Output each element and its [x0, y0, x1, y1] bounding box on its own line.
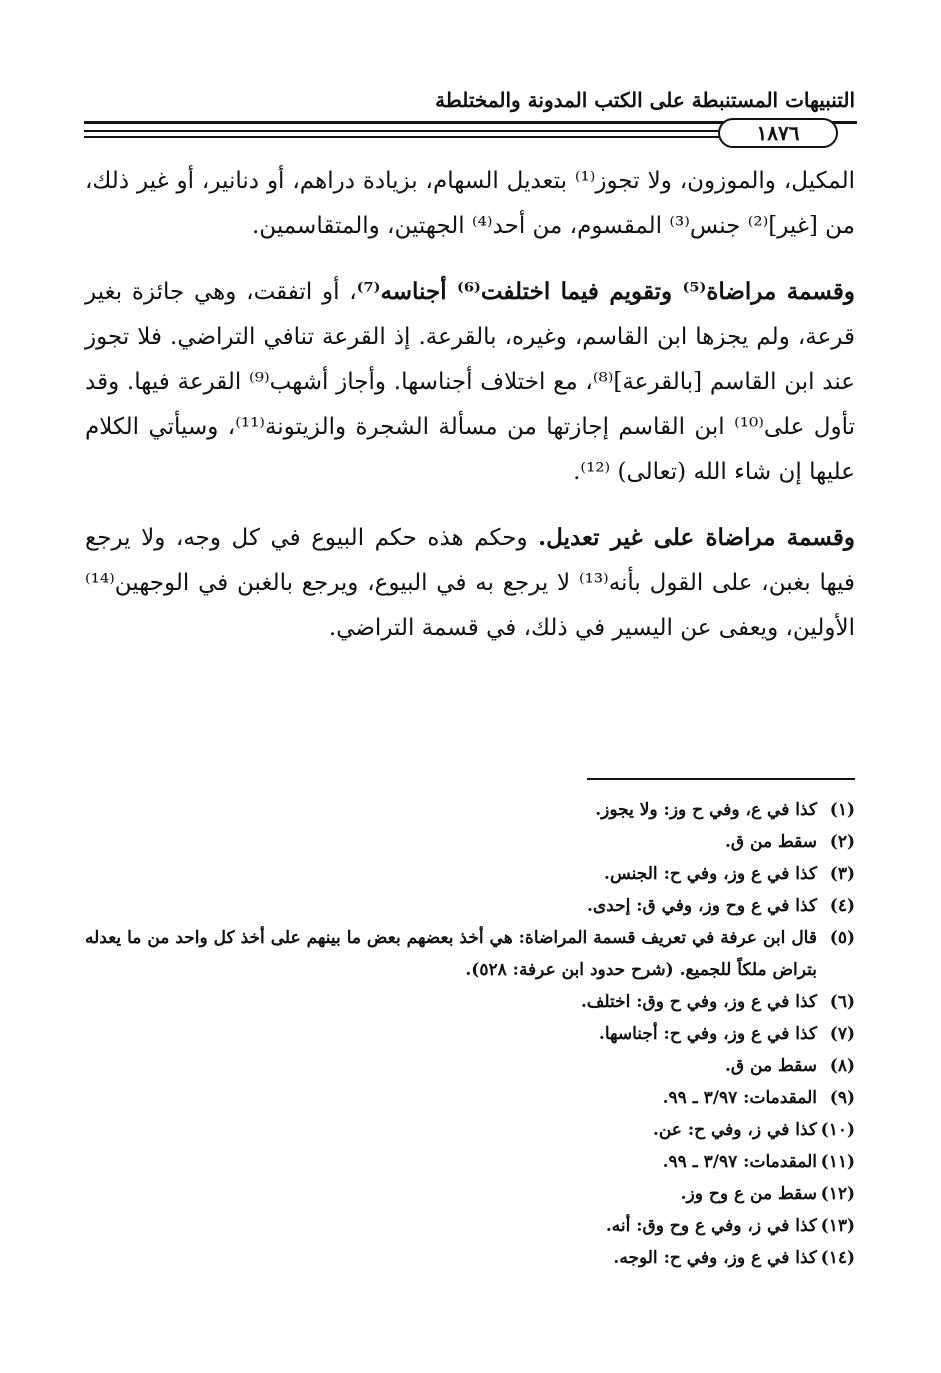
- paragraph-2-lead: وقسمة مراضاة⁽⁵⁾ وتقويم فيما اختلفت⁽⁶⁾ أجناسه⁽⁷⁾: [356, 278, 856, 305]
- paragraph-3-text: وحكم هذه حكم البيوع في كل وجه، ولا يرجع فيها بغبن، على القول بأنه⁽¹³⁾ لا يرجع به في البيوع، ويرجع بالغبن في الوجهين⁽¹⁴⁾ الأولين، ويعفى عن اليسير في ذلك، في قسمة التراضي.: [85, 525, 855, 641]
- footnote-mark: (٣): [829, 864, 855, 884]
- footnote-6: [85, 986, 855, 1018]
- footnote-text: كذا في ع وز، وفي ح وق: اختلف.: [580, 992, 817, 1012]
- footnote-11: [85, 1146, 855, 1178]
- footnote-text: سقط من ق.: [725, 1056, 817, 1076]
- footnote-mark: (١١): [820, 1152, 855, 1172]
- footnote-mark: (٢): [829, 832, 855, 852]
- footnote-7: [85, 1018, 855, 1050]
- footnote-3: [85, 858, 855, 890]
- footnote-8: [85, 1050, 855, 1082]
- footnote-2: [85, 826, 855, 858]
- header-rule-double: [84, 130, 724, 138]
- footnote-mark: (٧): [829, 1024, 855, 1044]
- footnote-mark: (١): [829, 800, 855, 820]
- footnote-5: [85, 922, 855, 986]
- footnote-mark: (٦): [829, 992, 855, 1012]
- footnote-10: [85, 1114, 855, 1146]
- footnote-mark: (٨): [829, 1056, 855, 1076]
- paragraph-1-text: المكيل، والموزون، ولا تجوز⁽¹⁾ بتعديل السهام، بزيادة دراهم، أو دنانير، أو غير ذلك، من [غير]⁽²⁾ جنس⁽³⁾ المقسوم، من أحد⁽⁴⁾ الجهتين، والمتقاسمين.: [85, 168, 855, 239]
- footnote-1: [85, 794, 855, 826]
- footnote-mark: (١٣): [820, 1216, 855, 1236]
- footnote-separator: [587, 778, 855, 780]
- page-number-badge: [718, 118, 838, 148]
- paragraph-1: [85, 158, 855, 249]
- footnote-text: قال ابن عرفة في تعريف قسمة المراضاة: هي أخذ بعضهم بعض ما بينهم على أخذ كل واحد من ما يعدله بتراض ملكاً للجميع. (شرح حدود ابن عرفة: ٥٢٨).: [85, 928, 817, 980]
- footnote-text: كذا في ع وز، وفي ح: أجناسها.: [598, 1024, 817, 1044]
- footnote-mark: (٩): [829, 1088, 855, 1108]
- footnote-mark: (٤): [829, 896, 855, 916]
- paragraph-3-lead: وقسمة مراضاة على غير تعديل.: [538, 524, 855, 551]
- footnote-4: [85, 890, 855, 922]
- footnote-14: [85, 1242, 855, 1274]
- footnote-text: كذا في ز، وفي ع وح وق: أنه.: [605, 1216, 817, 1236]
- footnote-text: كذا في ع وح وز، وفي ق: إحدى.: [586, 896, 817, 916]
- footnote-mark: (١٤): [820, 1248, 855, 1268]
- footnotes-list: [85, 794, 855, 1274]
- footnote-text: كذا في ز، وفي ح: عن.: [652, 1120, 817, 1140]
- footnote-mark: (١٠): [820, 1120, 855, 1140]
- paragraph-2-text: ، أو اتفقت، وهي جائزة بغير قرعة، ولم يجزها ابن القاسم، وغيره، بالقرعة. إذ القرعة تنافي التراضي. فلا تجوز عند ابن القاسم [بالقرعة]⁽⁸⁾، مع اختلاف أجناسها. وأجاز أشهب⁽⁹⁾ القرعة فيها. وقد تأول على⁽¹⁰⁾ ابن القاسم إجازتها من مسألة الشجرة والزيتونة⁽¹¹⁾، وسيأتي الكلام عليها إن شاء الله (تعالى) ⁽¹²⁾.: [85, 279, 855, 485]
- footnote-9: [85, 1082, 855, 1114]
- footnote-13: [85, 1210, 855, 1242]
- footnote-mark: (٥): [829, 928, 855, 948]
- running-title: التنبيهات المستنبطة على الكتب المدونة والمختلطة: [435, 88, 855, 112]
- paragraph-2: [85, 269, 855, 495]
- footnote-text: سقط من ق.: [725, 832, 817, 852]
- footnote-text: المقدمات: ٣/٩٧ ـ ٩٩.: [662, 1152, 817, 1172]
- footnote-text: كذا في ع، وفي ح وز: ولا يجوز.: [595, 800, 817, 820]
- page-number: ١٨٧٦: [756, 121, 800, 145]
- main-text: [85, 158, 855, 651]
- footnote-mark: (١٢): [820, 1184, 855, 1204]
- footnote-text: المقدمات: ٣/٩٧ ـ ٩٩.: [662, 1088, 817, 1108]
- footnote-text: كذا في ع وز، وفي ح: الوجه.: [613, 1248, 817, 1268]
- footnote-12: [85, 1178, 855, 1210]
- paragraph-3: [85, 515, 855, 651]
- footnote-text: كذا في ع وز، وفي ح: الجنس.: [604, 864, 817, 884]
- footnote-text: سقط من ع وح وز.: [680, 1184, 817, 1204]
